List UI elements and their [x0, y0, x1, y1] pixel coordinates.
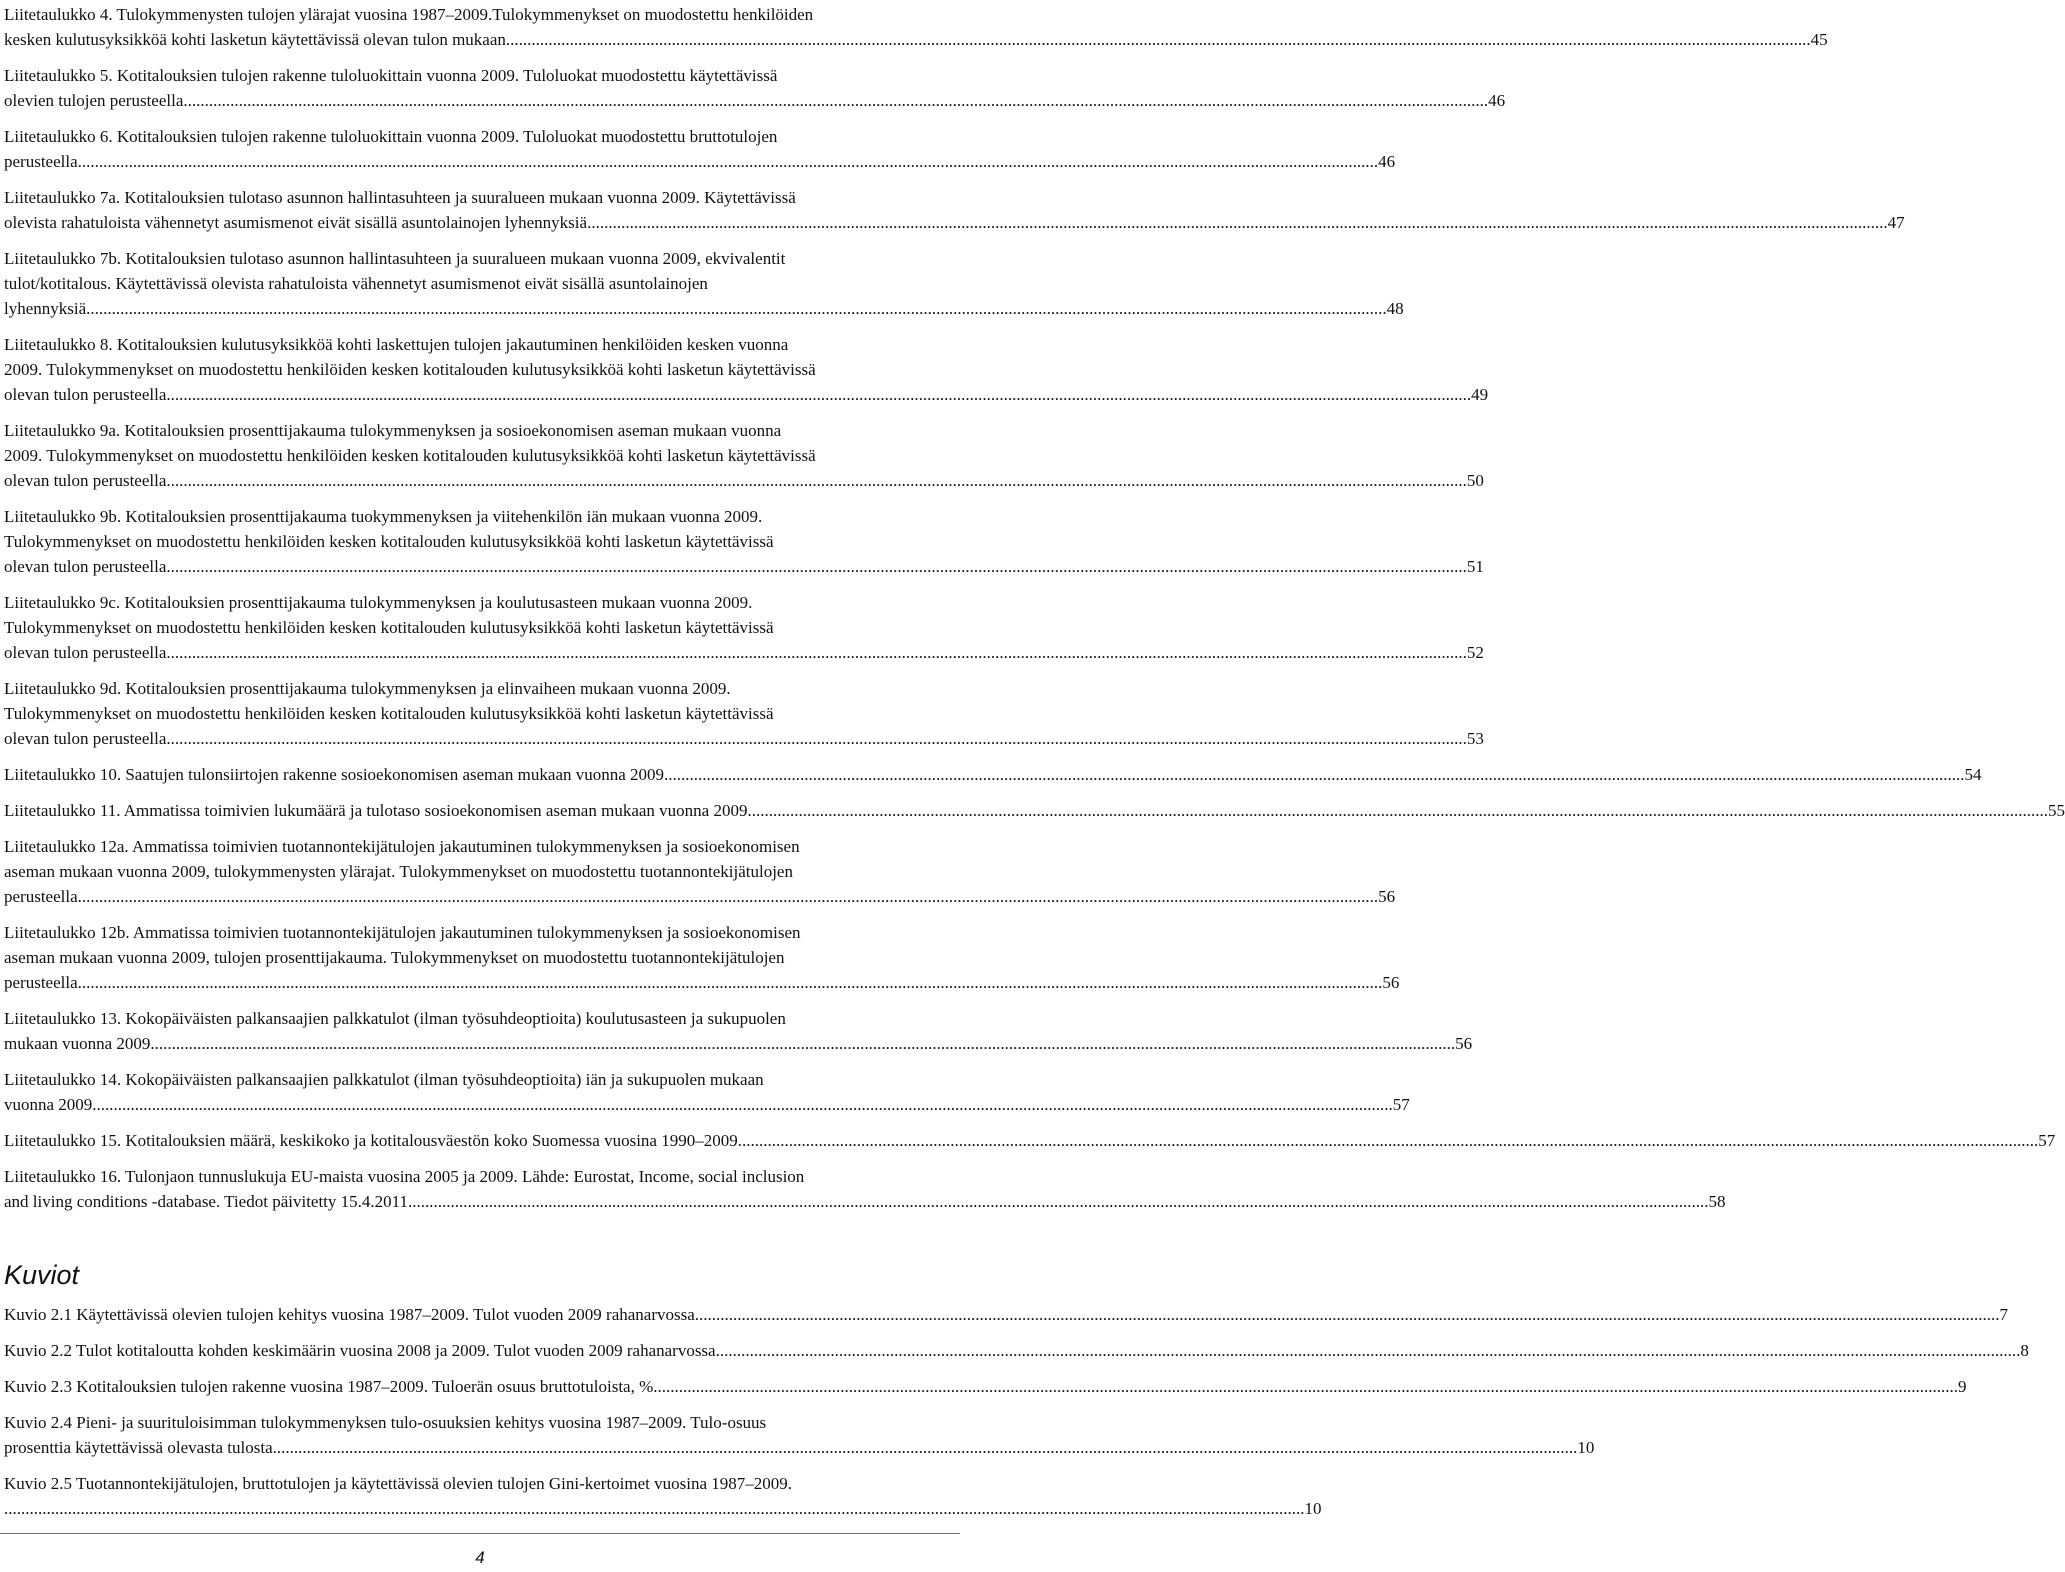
dot-leader — [4, 1496, 1305, 1521]
toc-entry-text-line: Liitetaulukko 12a. Ammatissa toimivien tuotannontekijätulojen jakautuminen tulokymmenyksen ja sosioekonomisen — [4, 837, 800, 856]
toc-entry-text-line: Kuvio 2.4 Pieni- ja suurituloisimman tulokymmenyksen tulo-osuuksien kehitys vuosina 1987–2009. Tulo-osuus — [4, 1413, 767, 1432]
appendix-table-entry[interactable] — [4, 590, 1484, 665]
toc-entry-text-line: olevan tulon perusteella — [4, 643, 167, 662]
toc-entry-text-line: Liitetaulukko 13. Kokopäiväisten palkansaajien palkkatulot (ilman työsuhdeoptioita) koulutusasteen ja sukupuolen — [4, 1009, 786, 1028]
toc-page-number: 53 — [1466, 729, 1484, 748]
toc-entry-text-line: Liitetaulukko 5. Kotitalouksien tulojen rakenne tuloluokittain vuonna 2009. Tuloluokat muodostettu käytettävissä — [4, 66, 778, 85]
toc-page-number: 48 — [1386, 299, 1404, 318]
toc-page-number: 54 — [1964, 765, 1982, 784]
toc-entry-text-line: olevan tulon perusteella — [4, 557, 167, 576]
toc-entry-text-line: Liitetaulukko 11. Ammatissa toimivien lukumäärä ja tulotaso sosioekonomisen aseman mukaan vuonna 2009 — [4, 801, 748, 820]
toc-entry-last-line — [4, 1374, 1967, 1399]
page-number: 4 — [475, 1548, 485, 1567]
toc-entry-last-line — [4, 1435, 1595, 1460]
dot-leader — [155, 1031, 1456, 1056]
toc-entry-text-line: Liitetaulukko 8. Kotitalouksien kulutusyksikköä kohti laskettujen tulojen jakautuminen henkilöiden kesken vuonna — [4, 335, 789, 354]
dot-leader — [171, 382, 1472, 407]
toc-entry-text-line: perusteella. — [4, 973, 82, 992]
appendix-table-entry[interactable] — [4, 63, 1506, 113]
toc-entry-text-line: olevan tulon perusteella — [4, 729, 167, 748]
toc-entry-text-line: vuonna 2009 — [4, 1095, 93, 1114]
dot-leader — [166, 554, 1467, 579]
toc-entry-last-line — [4, 1092, 1410, 1117]
appendix-table-entry[interactable] — [4, 246, 1404, 321]
footer-rule — [0, 1533, 960, 1534]
toc-entry-text-line: 2009. Tulokymmenykset on muodostettu henkilöiden kesken kotitalouden kulutusyksikköä kohti lasketun käytettävissä — [4, 360, 816, 379]
dot-leader — [82, 970, 1383, 995]
appendix-table-entry[interactable] — [4, 124, 1396, 174]
figures-list — [4, 1302, 2029, 1521]
toc-page-number: 56 — [1378, 887, 1396, 906]
toc-entry-text-line: perusteella — [4, 152, 78, 171]
toc-entry-text-line: Liitetaulukko 10. Saatujen tulonsiirtojen rakenne sosioekonomisen aseman mukaan vuonna 2009 — [4, 765, 665, 784]
toc-page-number: 10 — [1577, 1438, 1595, 1457]
dot-leader — [78, 149, 1379, 174]
toc-page-number: 45 — [1810, 30, 1828, 49]
toc-entry-text-line: Liitetaulukko 9c. Kotitalouksien prosenttijakauma tulokymmenyksen ja koulutusasteen mukaan vuonna 2009. — [4, 593, 753, 612]
toc-entry-text-line: Liitetaulukko 12b. Ammatissa toimivien tuotannontekijätulojen jakautuminen tulokymmenyksen ja sosioekonomisen — [4, 923, 801, 942]
toc-entry-text-line: Liitetaulukko 7a. Kotitalouksien tulotaso asunnon hallintasuhteen ja suuralueen mukaan vuonna 2009. Käytettävissä — [4, 188, 796, 207]
dot-leader — [658, 1374, 1959, 1399]
toc-entry-text-line: olevista rahatuloista vähennetyt asumismenot eivät sisällä asuntolainojen lyhennyksiä — [4, 213, 588, 232]
appendix-table-entry[interactable] — [4, 676, 1484, 751]
toc-entry-last-line — [4, 1338, 2029, 1363]
dot-leader — [664, 762, 1965, 787]
toc-entry-last-line — [4, 382, 1489, 407]
toc-entry-last-line — [4, 1302, 2009, 1327]
figure-entry[interactable] — [4, 1338, 2029, 1363]
toc-entry-text-line: aseman mukaan vuonna 2009, tulojen prosenttijakauma. Tulokymmenykset on muodostettu tuotannontekijätulojen — [4, 948, 785, 967]
toc-page-number: 56 — [1455, 1034, 1473, 1053]
toc-entry-last-line — [4, 27, 1828, 52]
appendix-table-entry[interactable] — [4, 798, 2065, 823]
toc-entry-text-line: mukaan vuonna 2009. — [4, 1034, 155, 1053]
toc-entry-last-line — [4, 970, 1400, 995]
toc-entry-last-line — [4, 762, 1982, 787]
toc-entry-text-line: Kuvio 2.1 Käytettävissä olevien tulojen kehitys vuosina 1987–2009. Tulot vuoden 2009 rahanarvossa. — [4, 1305, 700, 1324]
dot-leader — [86, 296, 1387, 321]
toc-entry-text-line: Liitetaulukko 15. Kotitalouksien määrä, keskikoko ja kotitalousväestön koko Suomessa vuosina 1990–2009 — [4, 1131, 738, 1150]
appendix-table-entry[interactable] — [4, 920, 1400, 995]
toc-entry-text-line: Liitetaulukko 6. Kotitalouksien tulojen rakenne tuloluokittain vuonna 2009. Tuloluokat muodostettu bruttotulojen — [4, 127, 778, 146]
toc-page-number: 10 — [1304, 1499, 1322, 1518]
appendix-table-entry[interactable] — [4, 504, 1484, 579]
toc-entry-last-line — [4, 88, 1506, 113]
appendix-table-entry[interactable] — [4, 332, 1489, 407]
dot-leader — [92, 1092, 1393, 1117]
toc-page-number: 57 — [1392, 1095, 1410, 1114]
toc-entry-text-line: lyhennyksiä — [4, 299, 87, 318]
toc-page-number: 49 — [1471, 385, 1489, 404]
toc-entry-last-line — [4, 210, 1905, 235]
toc-entry-text-line: Tulokymmenykset on muodostettu henkilöiden kesken kotitalouden kulutusyksikköä kohti lasketun käytettävissä — [4, 532, 774, 551]
dot-leader — [699, 1302, 2000, 1327]
appendix-table-entry[interactable] — [4, 1006, 1473, 1056]
appendix-table-entry[interactable] — [4, 762, 1982, 787]
toc-page-number: 8 — [2020, 1341, 2029, 1360]
appendix-table-entry[interactable] — [4, 1128, 2056, 1153]
tables-list — [4, 2, 2065, 1214]
toc-page-number: 46 — [1378, 152, 1396, 171]
toc-entry-text-line: Tulokymmenykset on muodostettu henkilöiden kesken kotitalouden kulutusyksikköä kohti lasketun käytettävissä — [4, 704, 774, 723]
dot-leader — [738, 1128, 2039, 1153]
appendix-table-entry[interactable] — [4, 185, 1905, 235]
toc-entry-last-line — [4, 1031, 1473, 1056]
toc-page-number: 9 — [1958, 1377, 1967, 1396]
appendix-table-entry[interactable] — [4, 2, 1828, 52]
toc-entry-last-line — [4, 296, 1404, 321]
toc-entry-last-line — [4, 640, 1484, 665]
toc-entry-last-line — [4, 726, 1484, 751]
appendix-table-entry[interactable] — [4, 418, 1484, 493]
toc-entry-text-line: Kuvio 2.5 Tuotannontekijätulojen, bruttotulojen ja käytettävissä olevien tulojen Gini-kertoimet vuosina 1987–2009. — [4, 1474, 793, 1493]
appendix-table-entry[interactable] — [4, 1164, 1726, 1214]
appendix-table-entry[interactable] — [4, 1067, 1410, 1117]
toc-entry-text-line: olevan tulon perusteella — [4, 471, 167, 490]
toc-entry-last-line — [4, 149, 1396, 174]
dot-leader — [720, 1338, 2021, 1363]
toc-entry-text-line: prosenttia käytettävissä olevasta tulosta. — [4, 1438, 277, 1457]
dot-leader — [510, 27, 1811, 52]
toc-entry-text-line: perusteella — [4, 887, 78, 906]
toc-entry-text-line: 2009. Tulokymmenykset on muodostettu henkilöiden kesken kotitalouden kulutusyksikköä kohti lasketun käytettävissä — [4, 446, 816, 465]
toc-page-number: 55 — [2047, 801, 2065, 820]
toc-page-number: 46 — [1488, 91, 1506, 110]
figure-entry[interactable] — [4, 1471, 1322, 1521]
figure-entry[interactable] — [4, 1374, 1967, 1399]
figure-entry[interactable] — [4, 1302, 2009, 1327]
toc-entry-text-line: kesken kulutusyksikköä kohti lasketun käytettävissä olevan tulon mukaan. — [4, 30, 511, 49]
toc-page-number: 57 — [2038, 1131, 2056, 1150]
appendix-table-entry[interactable] — [4, 834, 1396, 909]
toc-entry-text-line: aseman mukaan vuonna 2009, tulokymmenysten ylärajat. Tulokymmenykset on muodostettu tuotannontekijätulojen — [4, 862, 793, 881]
dot-leader — [587, 210, 1888, 235]
toc-page-number: 7 — [1999, 1305, 2009, 1324]
dot-leader — [747, 798, 2048, 823]
dot-leader — [277, 1435, 1578, 1460]
toc-entry-text-line: Liitetaulukko 7b. Kotitalouksien tulotaso asunnon hallintasuhteen ja suuralueen mukaan vuonna 2009, ekvivalentit — [4, 249, 786, 268]
toc-entry-last-line — [4, 798, 2065, 823]
toc-page-number: 56 — [1382, 973, 1400, 992]
toc-entry-text-line: Liitetaulukko 9a. Kotitalouksien prosenttijakauma tulokymmenyksen ja sosioekonomisen aseman mukaan vuonna — [4, 421, 782, 440]
dot-leader — [188, 88, 1489, 113]
toc-entry-text-line: Kuvio 2.3 Kotitalouksien tulojen rakenne vuosina 1987–2009. Tuloerän osuus bruttotuloista, %. — [4, 1377, 658, 1396]
figures-heading: Kuviot — [4, 1260, 80, 1290]
toc-entry-text-line: Tulokymmenykset on muodostettu henkilöiden kesken kotitalouden kulutusyksikköä kohti lasketun käytettävissä — [4, 618, 774, 637]
dot-leader — [166, 726, 1467, 751]
toc-entry-text-line: olevien tulojen perusteella. — [4, 91, 188, 110]
toc-entry-text-line: Liitetaulukko 9d. Kotitalouksien prosenttijakauma tulokymmenyksen ja elinvaiheen mukaan vuonna 2009. — [4, 679, 731, 698]
toc-entry-last-line — [4, 884, 1396, 909]
toc-entry-text-line: Liitetaulukko 4. Tulokymmenysten tulojen ylärajat vuosina 1987–2009.Tulokymmenykset on muodostettu henkilöiden — [4, 5, 814, 24]
toc-page-number: 58 — [1708, 1192, 1726, 1211]
toc-entry-last-line — [4, 468, 1484, 493]
toc-page-number: 52 — [1466, 643, 1484, 662]
dot-leader — [78, 884, 1379, 909]
toc-entry-last-line — [4, 1496, 1322, 1521]
toc-entry-last-line — [4, 1128, 2056, 1153]
toc-entry-text-line: tulot/kotitalous. Käytettävissä olevista rahatuloista vähennetyt asumismenot eivät sisällä asuntolainojen — [4, 274, 708, 293]
toc-entry-text-line: and living conditions -database. Tiedot päivitetty 15.4.2011 — [4, 1192, 409, 1211]
dot-leader — [166, 468, 1467, 493]
toc-entry-text-line: Liitetaulukko 14. Kokopäiväisten palkansaajien palkkatulot (ilman työsuhdeoptioita) iän ja sukupuolen mukaan — [4, 1070, 764, 1089]
dot-leader — [408, 1189, 1709, 1214]
toc-entry-text-line: Liitetaulukko 16. Tulonjaon tunnuslukuja EU-maista vuosina 2005 ja 2009. Lähde: Eurostat, Income, social inclusion — [4, 1167, 805, 1186]
toc-entry-text-line: olevan tulon perusteella. — [4, 385, 171, 404]
toc-page — [4, 0, 2065, 1532]
toc-entry-last-line — [4, 554, 1484, 579]
dot-leader — [166, 640, 1467, 665]
toc-entry-text-line: Kuvio 2.2 Tulot kotitaloutta kohden keskimäärin vuosina 2008 ja 2009. Tulot vuoden 2009 rahanarvossa. — [4, 1341, 720, 1360]
toc-entry-text-line: Liitetaulukko 9b. Kotitalouksien prosenttijakauma tuokymmenyksen ja viitehenkilön iän mukaan vuonna 2009. — [4, 507, 763, 526]
figure-entry[interactable] — [4, 1410, 1595, 1460]
toc-page-number: 50 — [1466, 471, 1484, 490]
toc-page-number: 51 — [1466, 557, 1484, 576]
toc-page-number: 47 — [1887, 213, 1905, 232]
toc-entry-last-line — [4, 1189, 1726, 1214]
